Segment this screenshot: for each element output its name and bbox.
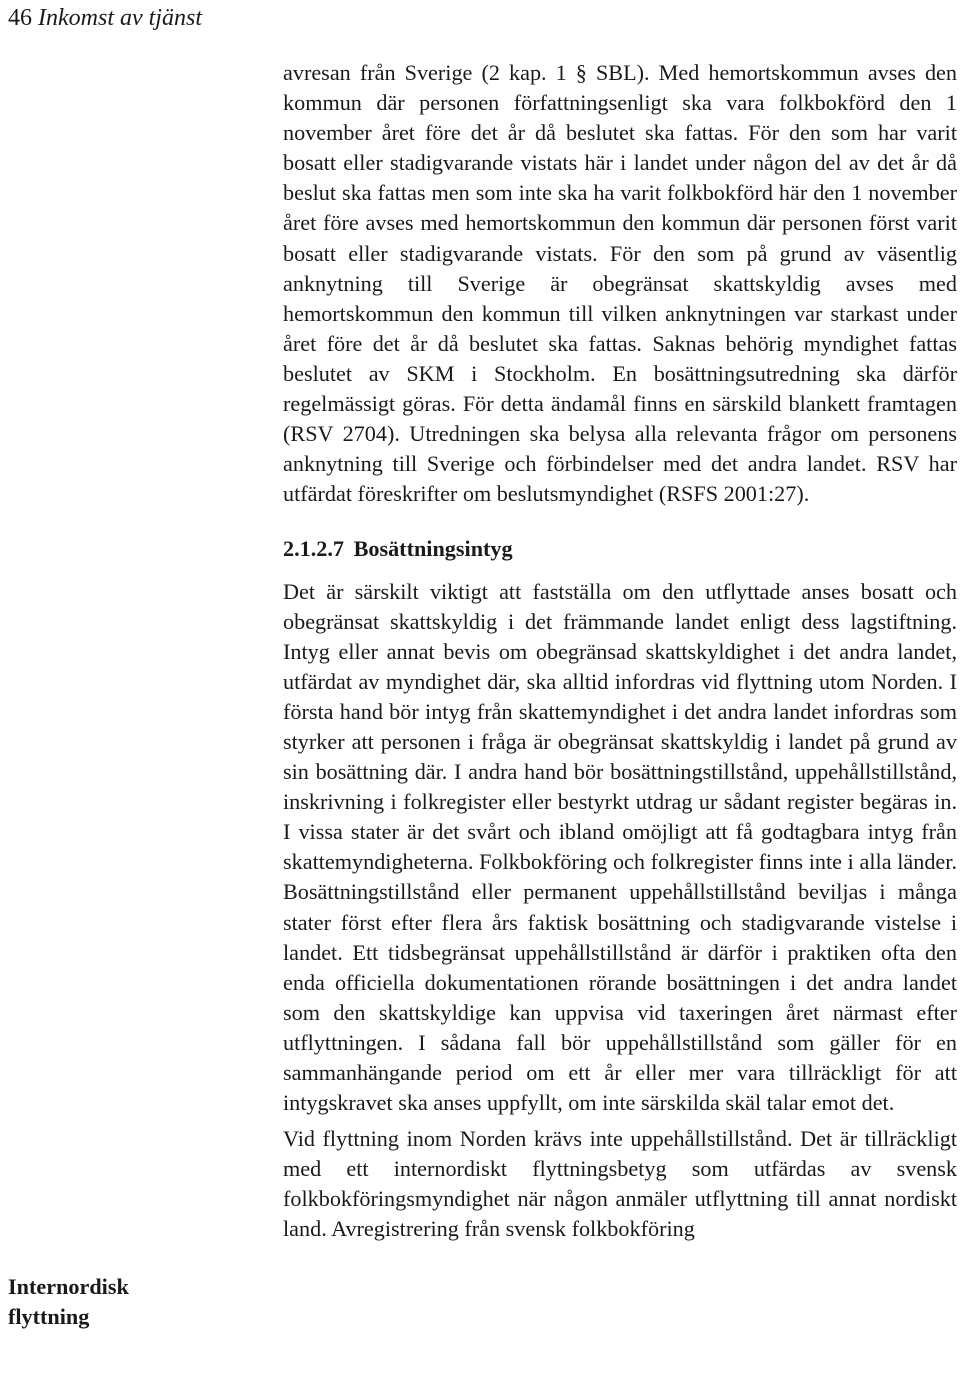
section-number: 2.1.2.7	[283, 536, 345, 562]
margin-heading: Internordisk flyttning	[8, 1274, 129, 1329]
body-paragraph-2: Det är särskilt viktigt att fastställa om den utflyttade anses bosatt och obegränsat skattskyldig i det främmande landet enligt dess lagstiftning. Intyg eller annat bevis om obegränsad skattskyldighet i det andra landet, utfärdat av myndighet där, ska alltid infordras vid flyttning utom Norden. I första hand bör intyg från skattemyndighet i det andra landet infordras som styrker att personen i fråga är obegränsat skattskyldig i landet på grund av sin bosättning där. I andra hand bör bosättningstillstånd, uppehållstillstånd, inskrivning i folkregister eller bestyrkt utdrag ur sådant register begäras in. I vissa stater är det svårt och ibland omöjligt att få godtagbara intyg från skattemyndigheterna. Folkbokföring och folkregister finns inte i alla länder. Bosättningstillstånd eller permanent uppehållstillstånd beviljas i många stater först efter flera års faktisk bosättning och stadigvarande vistelse i landet. Ett tidsbegränsat uppehållstillstånd är därför i praktiken ofta den enda officiella dokumentationen rörande bosättningen i det andra landet som den skattskyldige kan uppvisa vid taxeringen året närmast efter utflyttningen. I sådana fall bör uppehållstillstånd som gäller för en sammanhängande period om ett år eller mer vara tillräckligt för att intygskravet ska anses uppfyllt, om inte särskilda skäl talar emot det.	[283, 578, 957, 1116]
page-number: 46	[8, 5, 32, 31]
section-heading	[283, 534, 957, 564]
body-paragraph-3: Vid flyttning inom Norden krävs inte uppehållstillstånd. Det är tillräckligt med ett internordiskt flyttningsbetyg som utfärdas av svensk folkbokföringsmyndighet när någon anmäler utflyttning till annat nordiskt land. Avregistrering från svensk folkbokföring	[283, 1126, 957, 1242]
page-header	[8, 4, 202, 32]
main-text-column	[283, 58, 957, 1245]
body-paragraph-1: avresan från Sverige (2 kap. 1 § SBL). Med hemortskommun avses den kommun där personen författningsenligt ska vara folkbokförd den 1 november året före det år då beslutet ska fattas. För den som har varit bosatt eller stadigvarande vistats här i landet under någon del av det år då beslut ska fattas men som inte ska ha varit folkbokförd här den 1 november året före avses med hemortskommun den kommun där personen först varit bosatt eller stadigvarande vistats. För den som på grund av väsentlig anknytning till Sverige är obegränsat skattskyldig avses med hemortskommun den kommun till vilken anknytningen var starkast under året före det år då beslutet ska fattas. Saknas behörig myndighet fattas beslutet av SKM i Stockholm. En bosättningsutredning ska därför regelmässigt göras. För detta ändamål finns en särskild blankett framtagen (RSV 2704). Utredningen ska belysa alla relevanta frågor om personens anknytning till Sverige och förbindelser med det andra landet. RSV har utfärdat föreskrifter om beslutsmyndighet (RSFS 2001:27).	[283, 60, 957, 507]
running-title: Inkomst av tjänst	[38, 5, 202, 31]
section-title: Bosättningsintyg	[353, 536, 513, 562]
